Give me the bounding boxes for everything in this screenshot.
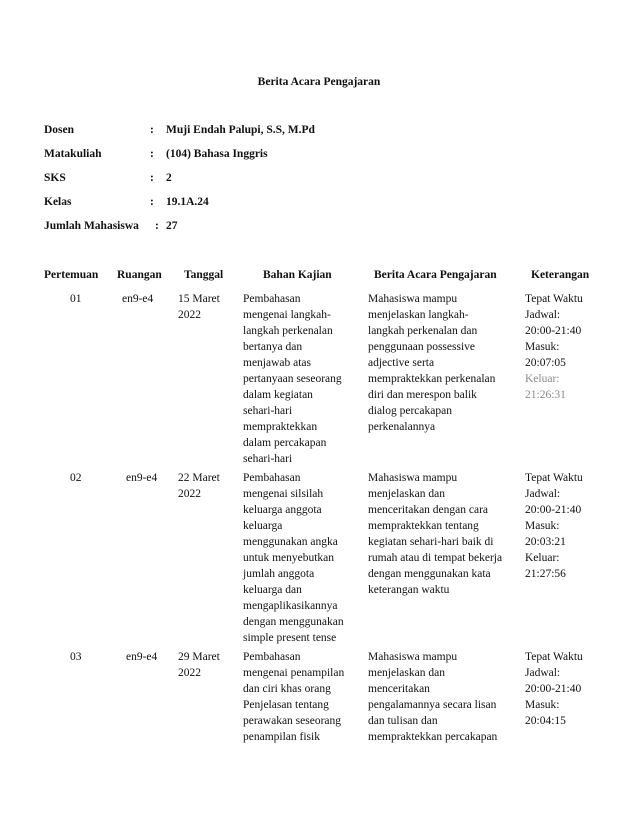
colon: :: [150, 124, 154, 136]
header-pertemuan: Pertemuan: [44, 269, 99, 281]
cell-pertemuan: 01: [70, 293, 82, 305]
colon: :: [150, 196, 154, 208]
jumlah-label: Jumlah Mahasiswa: [44, 220, 139, 232]
cell-tanggal: 22 Maret 2022: [178, 472, 220, 500]
cell-ruangan: en9-e4: [122, 293, 154, 305]
sks-value: 2: [166, 172, 172, 184]
kelas-label: Kelas: [44, 196, 72, 208]
cell-berita-acara: Mahasiswa mampu menjelaskan langkah- langkah perkenalan dan penggunaan possessive adjective serta mempraktekkan perkenalan diri dan merespon balik dialog percakapan perkenalannya: [368, 293, 496, 433]
colon: :: [150, 148, 154, 160]
cell-bahan-kajian: Pembahasan mengenai langkah- langkah perkenalan bertanya dan menjawab atas pertanyaan seseorang dalam kegiatan sehari-hari mempraktekkan dalam percakapan sehari-hari: [243, 293, 342, 465]
matakuliah-value: (104) Bahasa Inggris: [166, 148, 268, 160]
colon: :: [155, 220, 159, 232]
cell-tanggal: 29 Maret 2022: [178, 651, 220, 679]
cell-berita-acara: Mahasiswa mampu menjelaskan dan menceritakan pengalamannya secara lisan dan tulisan dan mempraktekkan percakapan: [368, 651, 498, 743]
jumlah-value: 27: [166, 220, 178, 232]
document-title: Berita Acara Pengajaran: [257, 76, 381, 88]
kelas-value: 19.1A.24: [166, 196, 209, 208]
matakuliah-label: Matakuliah: [44, 148, 102, 160]
cell-ruangan: en9-e4: [126, 472, 158, 484]
header-bahan-kajian: Bahan Kajian: [263, 269, 332, 281]
dosen-value: Muji Endah Palupi, S.S, M.Pd: [166, 124, 315, 136]
cell-pertemuan: 03: [70, 651, 82, 663]
header-ruangan: Ruangan: [117, 269, 162, 281]
cell-pertemuan: 02: [70, 472, 82, 484]
cell-bahan-kajian: Pembahasan mengenai penampilan dan ciri khas orang Penjelasan tentang perawakan seseorang penampilan fisik: [243, 651, 345, 743]
header-tanggal: Tanggal: [184, 269, 224, 281]
dosen-label: Dosen: [44, 124, 75, 136]
header-berita-acara: Berita Acara Pengajaran: [374, 269, 497, 281]
cell-keterangan: Tepat Waktu Jadwal: 20:00-21:40 Masuk: 20:07:05: [525, 293, 583, 369]
cell-keluar: Keluar: 21:26:31: [525, 373, 566, 401]
colon: :: [150, 172, 154, 184]
cell-tanggal: 15 Maret 2022: [178, 293, 220, 321]
header-keterangan: Keterangan: [531, 269, 590, 281]
sks-label: SKS: [44, 172, 66, 184]
cell-bahan-kajian: Pembahasan mengenai silsilah keluarga anggota keluarga menggunakan angka untuk menyebutkan jumlah anggota keluarga dan mengaplikasikannya dengan menggunakan simple present tense: [243, 472, 344, 644]
cell-ruangan: en9-e4: [126, 651, 158, 663]
cell-berita-acara: Mahasiswa mampu menjelaskan dan menceritakan dengan cara mempraktekkan tentang kegiatan sehari-hari baik di rumah atau di tempat bekerja dengan menggunakan kata keterangan waktu: [368, 472, 503, 596]
cell-keterangan: Tepat Waktu Jadwal: 20:00-21:40 Masuk: 20:04:15: [525, 651, 583, 727]
cell-keterangan: Tepat Waktu Jadwal: 20:00-21:40 Masuk: 20:03:21 Keluar: 21:27:56: [525, 472, 583, 580]
